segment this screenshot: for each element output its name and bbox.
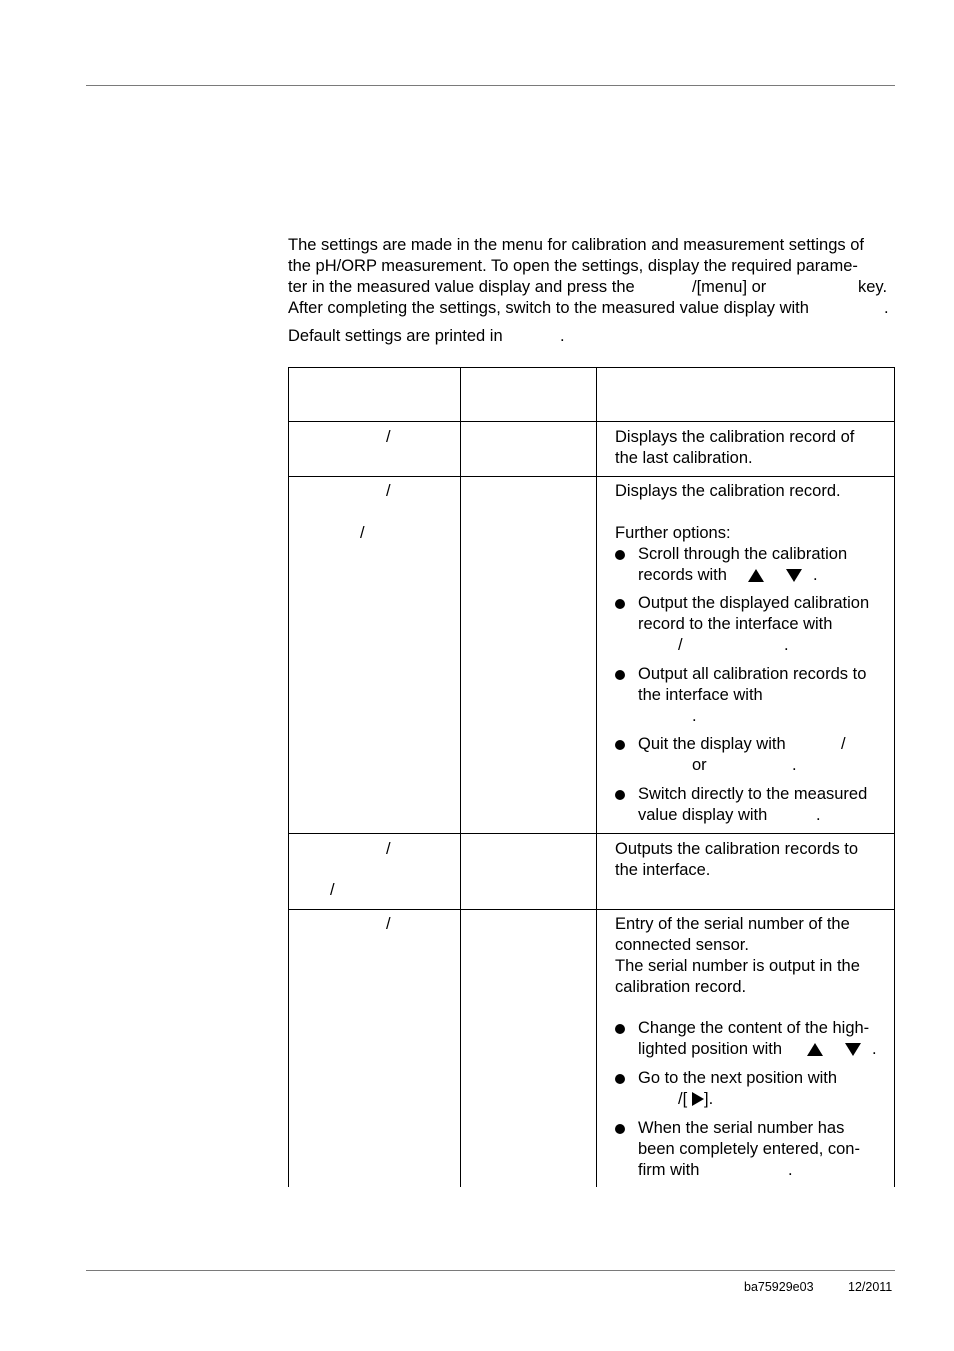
default-settings-text: Default settings are printed in <box>288 327 503 345</box>
row2-b4-line-2 <box>638 755 890 776</box>
row4-description <box>615 914 887 998</box>
row2-b2-line-2: record to the interface with <box>638 615 833 633</box>
row4-b3-line-1: When the serial number has <box>638 1119 845 1137</box>
row2-b3-period: . <box>692 707 697 725</box>
row3-description <box>615 839 887 881</box>
row1-slash: / <box>386 428 391 446</box>
bullet-dot-icon <box>615 550 625 560</box>
row4-b2-line-2 <box>638 1089 890 1110</box>
row2-slash-1: / <box>386 482 391 500</box>
intro-line-3-c: key. <box>858 278 888 296</box>
intro-line-3 <box>288 277 894 298</box>
row1-desc-line-2: the last calibration. <box>615 449 753 467</box>
row2-b4-or: or <box>692 756 707 774</box>
bullet-dot-icon <box>615 599 625 609</box>
row2-b2-period: . <box>784 636 789 654</box>
intro-line-3-b: /[menu] or <box>692 278 767 296</box>
footer-date: 12/2011 <box>848 1280 893 1294</box>
up-arrow-icon <box>807 1043 823 1056</box>
table-column-rule <box>288 367 289 1187</box>
footer-rule <box>86 1270 895 1271</box>
default-settings-note <box>288 326 565 347</box>
bullet-dot-icon <box>615 1074 625 1084</box>
row3-slash-1: / <box>386 840 391 858</box>
row2-b2-slash: / <box>678 636 683 654</box>
row4-b3-period: . <box>788 1161 793 1179</box>
row3-desc-line-2: the interface. <box>615 861 711 879</box>
row2-b1-period: . <box>813 566 818 584</box>
settings-table <box>288 367 894 1187</box>
row4-desc-line-4: calibration record. <box>615 978 747 996</box>
row4-b1-line-1: Change the content of the high- <box>638 1019 870 1037</box>
row2-b1-line-1: Scroll through the calibration <box>638 545 848 563</box>
intro-line-3-a: ter in the measured value display and press the <box>288 278 635 296</box>
intro-line-4-b: . <box>884 299 889 317</box>
row4-b2-close: ]. <box>704 1090 714 1108</box>
intro-line-1: The settings are made in the menu for calibration and measurement settings of <box>288 236 864 254</box>
row4-desc-line-1: Entry of the serial number of the <box>615 915 850 933</box>
intro-paragraph <box>288 235 894 319</box>
header-rule <box>86 85 895 86</box>
intro-line-4 <box>288 298 894 319</box>
row2-b3-line-3 <box>638 706 890 727</box>
row4-slash: / <box>386 915 391 933</box>
row2-b4-period: . <box>792 756 797 774</box>
row4-b1-period: . <box>872 1040 877 1058</box>
bullet-dot-icon <box>615 790 625 800</box>
row2-b2-line-1: Output the displayed calibration <box>638 594 870 612</box>
bullet-dot-icon <box>615 1124 625 1134</box>
table-rule <box>288 367 894 368</box>
row3-slash-2: / <box>330 881 335 899</box>
row4-b2-open: /[ <box>678 1090 688 1108</box>
row1-desc-line-1: Displays the calibration record of <box>615 428 855 446</box>
row2-b5-line-1: Switch directly to the measured <box>638 785 868 803</box>
up-arrow-icon <box>748 569 764 582</box>
row2-b5-line-2 <box>638 805 890 826</box>
table-rule <box>288 909 894 910</box>
row2-b5-text: value display with <box>638 806 768 824</box>
down-arrow-icon <box>845 1043 861 1056</box>
row4-b3-text: firm with <box>638 1161 700 1179</box>
row2-b3-line-1: Output all calibration records to <box>638 665 867 683</box>
default-settings-period: . <box>560 327 565 345</box>
row2-b4-text: Quit the display with <box>638 735 786 753</box>
row4-b2-line-1: Go to the next position with <box>638 1069 838 1087</box>
intro-line-2: the pH/ORP measurement. To open the settings, display the required parame- <box>288 257 858 275</box>
row3-desc-line-1: Outputs the calibration records to <box>615 840 859 858</box>
intro-line-4-a: After completing the settings, switch to the measured value display with <box>288 299 809 317</box>
table-rule <box>288 421 894 422</box>
footer-doc-id: ba75929e03 <box>744 1280 814 1294</box>
table-column-rule <box>894 367 895 1187</box>
bullet-dot-icon <box>615 740 625 750</box>
row2-b1-text: records with <box>638 566 727 584</box>
right-arrow-icon <box>692 1092 704 1106</box>
row2-description: Displays the calibration record. <box>615 482 841 500</box>
row4-b3-line-2: been completely entered, con- <box>638 1140 860 1158</box>
row2-b1-line-2 <box>638 565 890 586</box>
table-rule <box>288 476 894 477</box>
row4-desc-line-2: connected sensor. <box>615 936 749 954</box>
row4-desc-line-3: The serial number is output in the <box>615 957 860 975</box>
table-rule <box>288 833 894 834</box>
bullet-dot-icon <box>615 670 625 680</box>
row2-slash-2: / <box>360 524 365 542</box>
row4-b1-text: lighted position with <box>638 1040 783 1058</box>
bullet-dot-icon <box>615 1024 625 1034</box>
table-column-rule <box>596 367 597 1187</box>
table-column-rule <box>460 367 461 1187</box>
down-arrow-icon <box>786 569 802 582</box>
row2-b3-line-2: the interface with <box>638 686 763 704</box>
row2-further-options: Further options: <box>615 524 731 542</box>
row4-b3-line-3 <box>638 1160 890 1181</box>
row2-b4-line-1 <box>638 734 890 755</box>
row4-b1-line-2 <box>638 1039 890 1060</box>
row2-b4-slash: / <box>841 735 846 753</box>
row2-b2-line-3 <box>638 635 890 656</box>
row1-description <box>615 427 887 469</box>
row2-b5-period: . <box>816 806 821 824</box>
